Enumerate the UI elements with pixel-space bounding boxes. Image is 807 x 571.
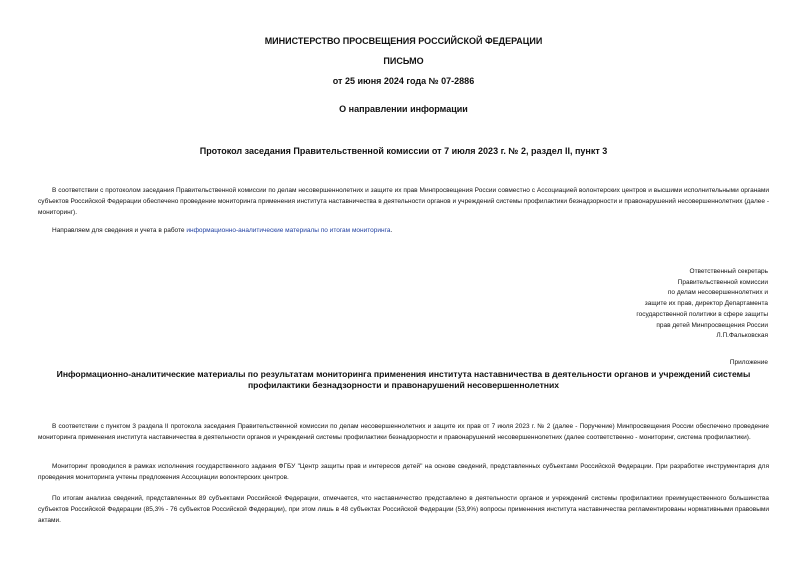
document-date-number: от 25 июня 2024 года № 07-2886 [332, 76, 475, 86]
appendix-paragraph-2: Мониторинг проводился в рамках исполнения государственного задания ФГБУ "Центр защиты прав и интересов детей" на основе сведений, представленных субъектами Российской Федерации. При разработке инструментария для проведения мониторинга учтены предложения Ассоциации волонтерских центров. [38, 463, 769, 481]
signer-name: Л.П.Фальковская [716, 332, 768, 340]
signature-line: Ответственный секретарь [689, 268, 768, 275]
materials-link[interactable]: информационно-аналитические материалы по итогам мониторинга [186, 227, 391, 234]
appendix-paragraph-3: По итогам анализа сведений, представленных 89 субъектами Российской Федерации, отмечается, что наставничество представлено в деятельности органов и учреждений системы профилактики преимущественного большинства субъектов Российской Федерации (85,3% - 76 субъектов Российской Федерации), при этом лишь в 48 субъектах Российской Федерации (53,9%) вопросы применения института наставничества регламентированы нормативными правовыми актами. [38, 495, 769, 524]
paragraph-text: Направляем для сведения и учета в работе [52, 227, 187, 234]
signature-block [568, 267, 768, 342]
signature-line: по делам несовершеннолетних и [667, 289, 768, 297]
ministry-title: МИНИСТЕРСТВО ПРОСВЕЩЕНИЯ РОССИЙСКОЙ ФЕДЕРАЦИИ [264, 36, 543, 46]
body-paragraph-2 [38, 225, 769, 236]
appendix-label: Приложение [729, 359, 768, 366]
signature-line: Правительственной комиссии [677, 278, 768, 286]
signature-line: государственной политики в сфере защиты [636, 310, 768, 318]
signature-line: прав детей Минпросвещения России [656, 321, 768, 329]
paragraph-text: . [390, 227, 393, 234]
appendix-title: Информационно-аналитические материалы по результатам мониторинга применения института наставничества в деятельности органов и учреждений системы профилактики безнадзорности и правонарушений несовершеннолетних [56, 369, 751, 390]
body-paragraph-1: В соответствии с протоколом заседания Правительственной комиссии по делам несовершеннолетних и защите их прав Минпросвещения России совместно с Ассоциацией волонтерских центров и высшими исполнительными органами субъектов Российской Федерации обеспечено проведение мониторинга применения института наставничества в деятельности органов и учреждений системы профилактики безнадзорности и правонарушений несовершеннолетних (далее - мониторинг). [38, 187, 769, 216]
document-type: ПИСЬМО [383, 56, 424, 66]
protocol-reference: Протокол заседания Правительственной комиссии от 7 июля 2023 г. № 2, раздел II, пункт 3 [199, 146, 608, 156]
signature-line: защите их прав, директор Департамента [644, 300, 768, 308]
document-subject: О направлении информации [339, 104, 468, 114]
appendix-paragraph-1: В соответствии с пунктом 3 раздела II протокола заседания Правительственной комиссии по делам несовершеннолетних и защите их прав от 7 июля 2023 г. № 2 (далее - Поручение) Минпросвещения России обеспечено проведение мониторинга применения института наставничества в деятельности органов и учреждений системы профилактики безнадзорности и правонарушений несовершеннолетних (далее соответственно - мониторинг, система профилактики). [38, 423, 769, 441]
